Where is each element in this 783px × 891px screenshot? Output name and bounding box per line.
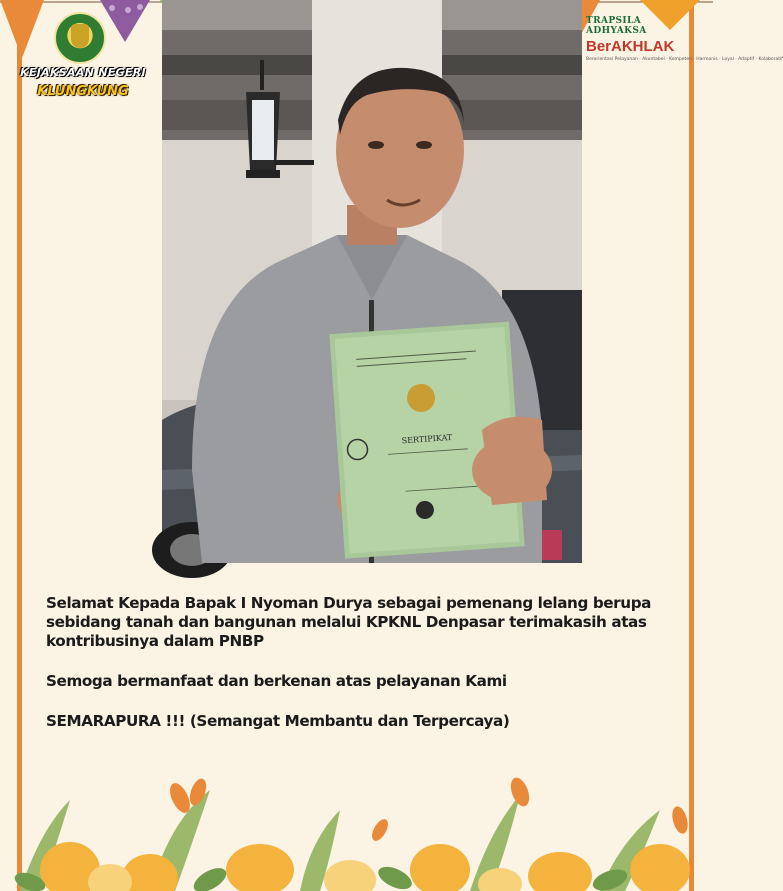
winner-photo: [162, 0, 582, 563]
org-name: KEJAKSAAN NEGERI: [20, 66, 146, 79]
message-line-2: Semoga bermanfaat dan berkenan atas pelayanan Kami: [46, 672, 507, 690]
badge-tagline: Berorientasi Pelayanan · Akuntabel · Kompeten · Harmonis · Loyal · Adaptif · Kolaboratif: [586, 57, 783, 62]
message-line-3: SEMARAPURA !!! (Semangat Membantu dan Terpercaya): [46, 712, 510, 730]
berakhlak-badge: [582, 8, 783, 68]
message-line-1: Selamat Kepada Bapak I Nyoman Durya sebagai pemenang lelang berupa sebidang tanah dan bangunan melalui KPKNL Denpasar terimakasih atas kontribusinya dalam PNBP: [46, 594, 652, 650]
right-border-stripe: [689, 0, 694, 891]
institution-logo: [8, 4, 148, 102]
certificate-title: SERTIPIKAT: [401, 432, 453, 446]
left-border-stripe: [17, 0, 22, 891]
badge-brand: BerAKHLAK: [586, 38, 675, 55]
badge-line2: ADHYAKSA: [586, 26, 647, 36]
badge-line1: TRAPSILA: [586, 16, 642, 26]
prosecutor-emblem-icon: [54, 12, 106, 64]
flower-decoration: [0, 770, 713, 891]
congratulations-message: [46, 594, 666, 731]
org-city: KLUNGKUNG: [37, 84, 129, 99]
